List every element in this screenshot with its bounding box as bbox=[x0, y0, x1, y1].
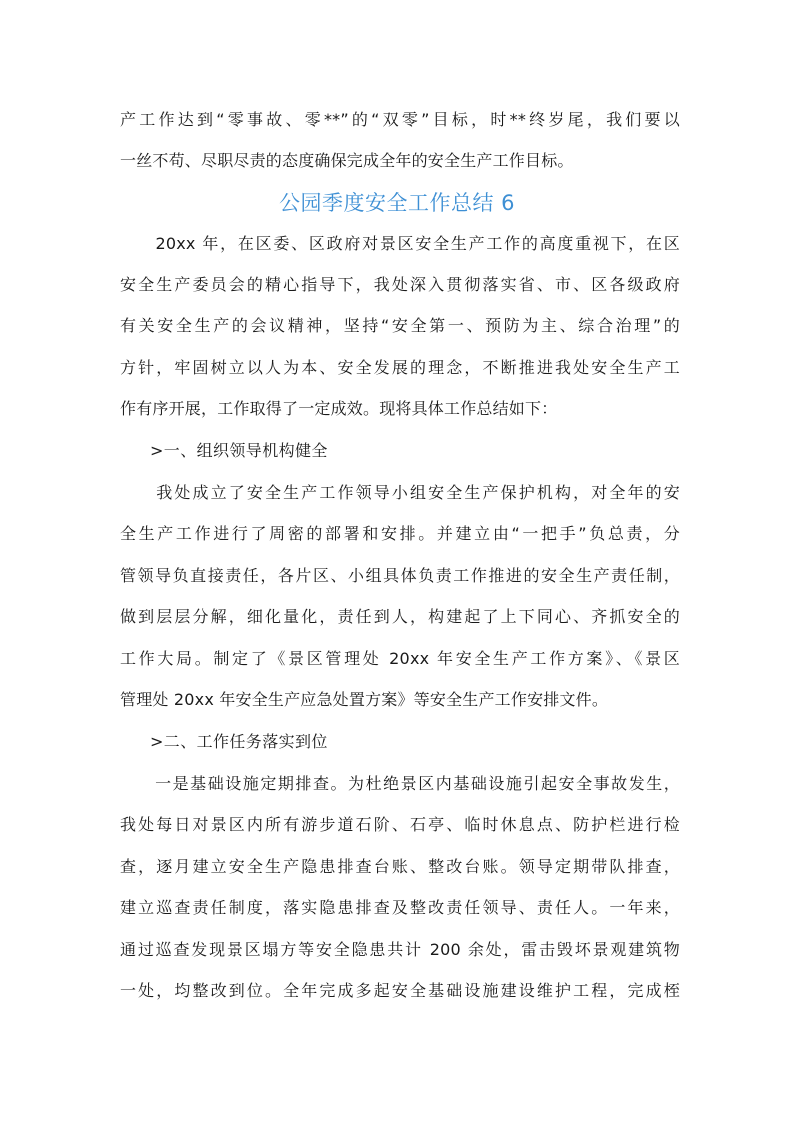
subsection-heading: >二、工作任务落实到位 bbox=[150, 732, 328, 751]
text-line: 一丝不苟、尽职尽责的态度确保完成全年的安全生产工作目标。 bbox=[120, 151, 574, 170]
text-line: 安全生产委员会的精心指导下，我处深入贯彻落实省、市、区各级政府 bbox=[120, 275, 680, 294]
text-line: 通过巡查发现景区塌方等安全隐患共计 200 余处，雷击毁坏景观建筑物 bbox=[120, 940, 680, 959]
text-line: 管理处 20xx 年安全生产应急处置方案》等安全生产工作安排文件。 bbox=[120, 690, 609, 709]
text-line: 有关安全生产的会议精神，坚持“安全第一、预防为主、综合治理”的 bbox=[120, 316, 680, 335]
text-line: 做到层层分解，细化量化，责任到人，构建起了上下同心、齐抓安全的 bbox=[120, 607, 680, 626]
text-line: 我处成立了安全生产工作领导小组安全生产保护机构，对全年的安 bbox=[120, 483, 680, 502]
section-title: 公园季度安全工作总结 6 bbox=[278, 191, 516, 215]
text-line: 产工作达到“零事故、零**”的“双零”目标，时**终岁尾，我们要以 bbox=[120, 110, 680, 129]
text-line: 一处，均整改到位。全年完成多起安全基础设施建设维护工程，完成桎 bbox=[120, 981, 680, 1000]
text-line: 作有序开展，工作取得了一定成效。现将具体工作总结如下： bbox=[120, 399, 558, 418]
text-line: 工作大局。制定了《景区管理处 20xx 年安全生产工作方案》、《景区 bbox=[120, 649, 680, 668]
text-line: 我处每日对景区内所有游步道石阶、石亭、临时休息点、防护栏进行检 bbox=[120, 815, 680, 834]
text-line: 建立巡查责任制度，落实隐患排查及整改责任领导、责任人。一年来， bbox=[120, 898, 680, 917]
text-line: 一是基础设施定期排查。为杜绝景区内基础设施引起安全事故发生， bbox=[120, 774, 680, 793]
text-line: 20xx 年，在区委、区政府对景区安全生产工作的高度重视下，在区 bbox=[120, 234, 680, 253]
text-line: 全生产工作进行了周密的部署和安排。并建立由“一把手”负总责，分 bbox=[120, 524, 680, 543]
text-line: 方针，牢固树立以人为本、安全发展的理念，不断推进我处安全生产工 bbox=[120, 358, 680, 377]
text-line: 查，逐月建立安全生产隐患排查台账、整改台账。领导定期带队排查， bbox=[120, 857, 680, 876]
text-line: 管领导负直接责任，各片区、小组具体负责工作推进的安全生产责任制， bbox=[120, 566, 680, 585]
subsection-heading: >一、组织领导机构健全 bbox=[150, 441, 328, 460]
